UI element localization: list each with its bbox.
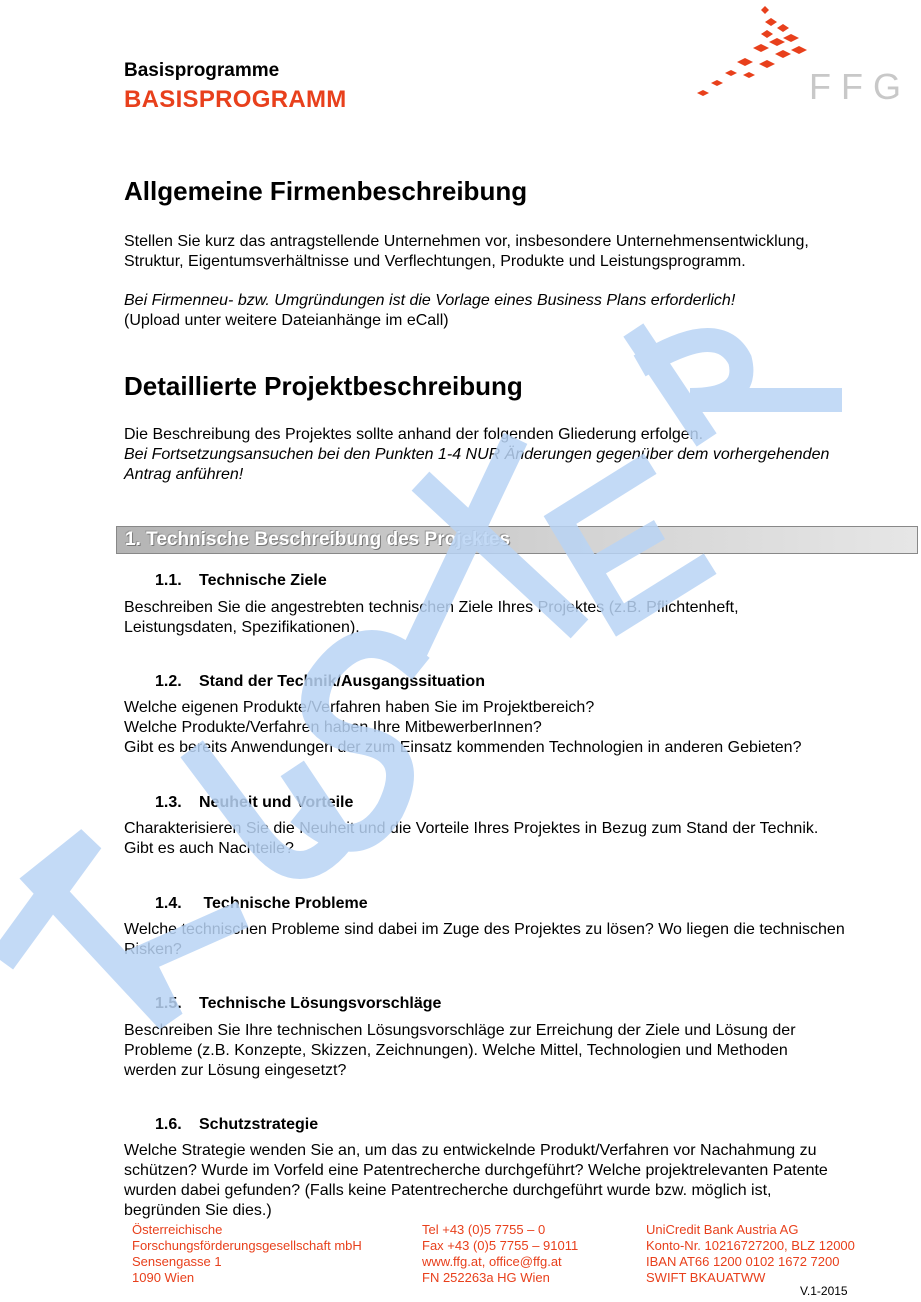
version-label: V.1-2015 bbox=[800, 1284, 848, 1298]
body-line: Probleme (z.B. Konzepte, Skizzen, Zeichnungen). Welche Mittel, Technologien und Methoden bbox=[124, 1042, 788, 1059]
section-1-title: 1. Technische Beschreibung des Projektes bbox=[125, 529, 511, 550]
subsection-label: Technische Probleme bbox=[199, 895, 368, 912]
body-line: Welche Produkte/Verfahren haben Ihre MitbewerberInnen? bbox=[124, 719, 542, 736]
footer-address bbox=[132, 1222, 362, 1286]
ffg-logo-text: FFG bbox=[809, 66, 911, 107]
subsection-label: Technische Ziele bbox=[199, 572, 327, 589]
subsection-number: 1.4. bbox=[155, 895, 182, 912]
section-1-header bbox=[116, 526, 918, 554]
subsection-number: 1.2. bbox=[155, 673, 182, 690]
body-line: Welche technischen Probleme sind dabei im Zuge des Projektes zu lösen? Wo liegen die technischen bbox=[124, 921, 845, 938]
body-line: Risken? bbox=[124, 941, 182, 958]
body-line: Beschreiben Sie Ihre technischen Lösungsvorschläge zur Erreichung der Ziele und Lösung der bbox=[124, 1022, 796, 1039]
project-text-line: Die Beschreibung des Projektes sollte anhand der folgenden Gliederung erfolgen. bbox=[124, 426, 704, 443]
program-title: BASISPROGRAMM bbox=[124, 86, 347, 113]
program-label: Basisprogramme bbox=[124, 60, 280, 81]
subsection-label: Stand der Technik/Ausgangssituation bbox=[199, 673, 485, 690]
subsection-number: 1.1. bbox=[155, 572, 182, 589]
footer-line: SWIFT BKAUATWW bbox=[646, 1270, 766, 1285]
body-line: begründen Sie dies.) bbox=[124, 1202, 272, 1219]
footer-bank bbox=[646, 1222, 855, 1286]
body-line: Charakterisieren Sie die Neuheit und die Vorteile Ihres Projektes in Bezug zum Stand der Technik. bbox=[124, 820, 819, 837]
subsection-title-1-4 bbox=[155, 895, 368, 913]
company-note-line: (Upload unter weitere Dateianhänge im eCall) bbox=[124, 312, 449, 329]
subsection-number: 1.5. bbox=[155, 995, 182, 1012]
subsection-label: Neuheit und Vorteile bbox=[199, 794, 354, 811]
project-heading: Detaillierte Projektbeschreibung bbox=[124, 371, 523, 401]
body-line: Welche eigenen Produkte/Verfahren haben Sie im Projektbereich? bbox=[124, 699, 595, 716]
subsection-number: 1.6. bbox=[155, 1116, 182, 1133]
subsection-title-1-1 bbox=[155, 572, 327, 590]
company-text-line: Stellen Sie kurz das antragstellende Unternehmen vor, insbesondere Unternehmensentwicklung, bbox=[124, 233, 809, 250]
subsection-title-1-3 bbox=[155, 794, 353, 812]
footer-line: Forschungsförderungsgesellschaft mbH bbox=[132, 1238, 362, 1253]
body-line: Beschreiben Sie die angestrebten technischen Ziele Ihres Projektes (z.B. Pflichtenheft, bbox=[124, 599, 739, 616]
body-line: Gibt es bereits Anwendungen der zum Einsatz kommenden Technologien in anderen Gebieten? bbox=[124, 739, 802, 756]
subsection-number: 1.3. bbox=[155, 794, 182, 811]
footer-line: Tel +43 (0)5 7755 – 0 bbox=[422, 1222, 546, 1237]
body-line: Gibt es auch Nachteile? bbox=[124, 840, 294, 857]
company-text-line: Struktur, Eigentumsverhältnisse und Verflechtungen, Produkte und Leistungsprogramm. bbox=[124, 253, 746, 270]
body-line: Leistungsdaten, Spezifikationen). bbox=[124, 619, 360, 636]
body-line: schützen? Wurde im Vorfeld eine Patentrecherche durchgeführt? Welche projektrelevanten Patente bbox=[124, 1162, 828, 1179]
footer-line: Konto-Nr. 10216727200, BLZ 12000 bbox=[646, 1238, 855, 1253]
subsection-label: Schutzstrategie bbox=[199, 1116, 319, 1133]
footer-line: UniCredit Bank Austria AG bbox=[646, 1222, 799, 1237]
footer-line: www.ffg.at, office@ffg.at bbox=[422, 1254, 562, 1269]
footer-line: 1090 Wien bbox=[132, 1270, 195, 1285]
footer-line: Fax +43 (0)5 7755 – 91011 bbox=[422, 1238, 579, 1253]
footer-line: Österreichische bbox=[132, 1222, 223, 1237]
footer-line: IBAN AT66 1200 0102 1672 7200 bbox=[646, 1254, 840, 1269]
subsection-title-1-5 bbox=[155, 995, 441, 1013]
body-line: werden zur Lösung eingesetzt? bbox=[124, 1062, 347, 1079]
footer-line: Sensengasse 1 bbox=[132, 1254, 222, 1269]
project-note-line: Antrag anführen! bbox=[124, 466, 244, 483]
footer-contact bbox=[422, 1222, 578, 1286]
footer-line: FN 252263a HG Wien bbox=[422, 1270, 550, 1285]
project-note-line: Bei Fortsetzungsansuchen bei den Punkten 1-4 NUR Änderungen gegenüber dem vorhergehenden bbox=[124, 446, 830, 463]
company-note-line: Bei Firmenneu- bzw. Umgründungen ist die Vorlage eines Business Plans erforderlich! bbox=[124, 292, 736, 309]
company-heading: Allgemeine Firmenbeschreibung bbox=[124, 176, 528, 206]
body-line: Welche Strategie wenden Sie an, um das zu entwickelnde Produkt/Verfahren vor Nachahmung zu bbox=[124, 1142, 817, 1159]
subsection-title-1-2 bbox=[155, 673, 485, 691]
subsection-title-1-6 bbox=[155, 1116, 318, 1134]
subsection-label: Technische Lösungsvorschläge bbox=[199, 995, 442, 1012]
body-line: wurden dabei gefunden? (Falls keine Patentrecherche durchgeführt wurde bzw. möglich ist, bbox=[124, 1182, 772, 1199]
